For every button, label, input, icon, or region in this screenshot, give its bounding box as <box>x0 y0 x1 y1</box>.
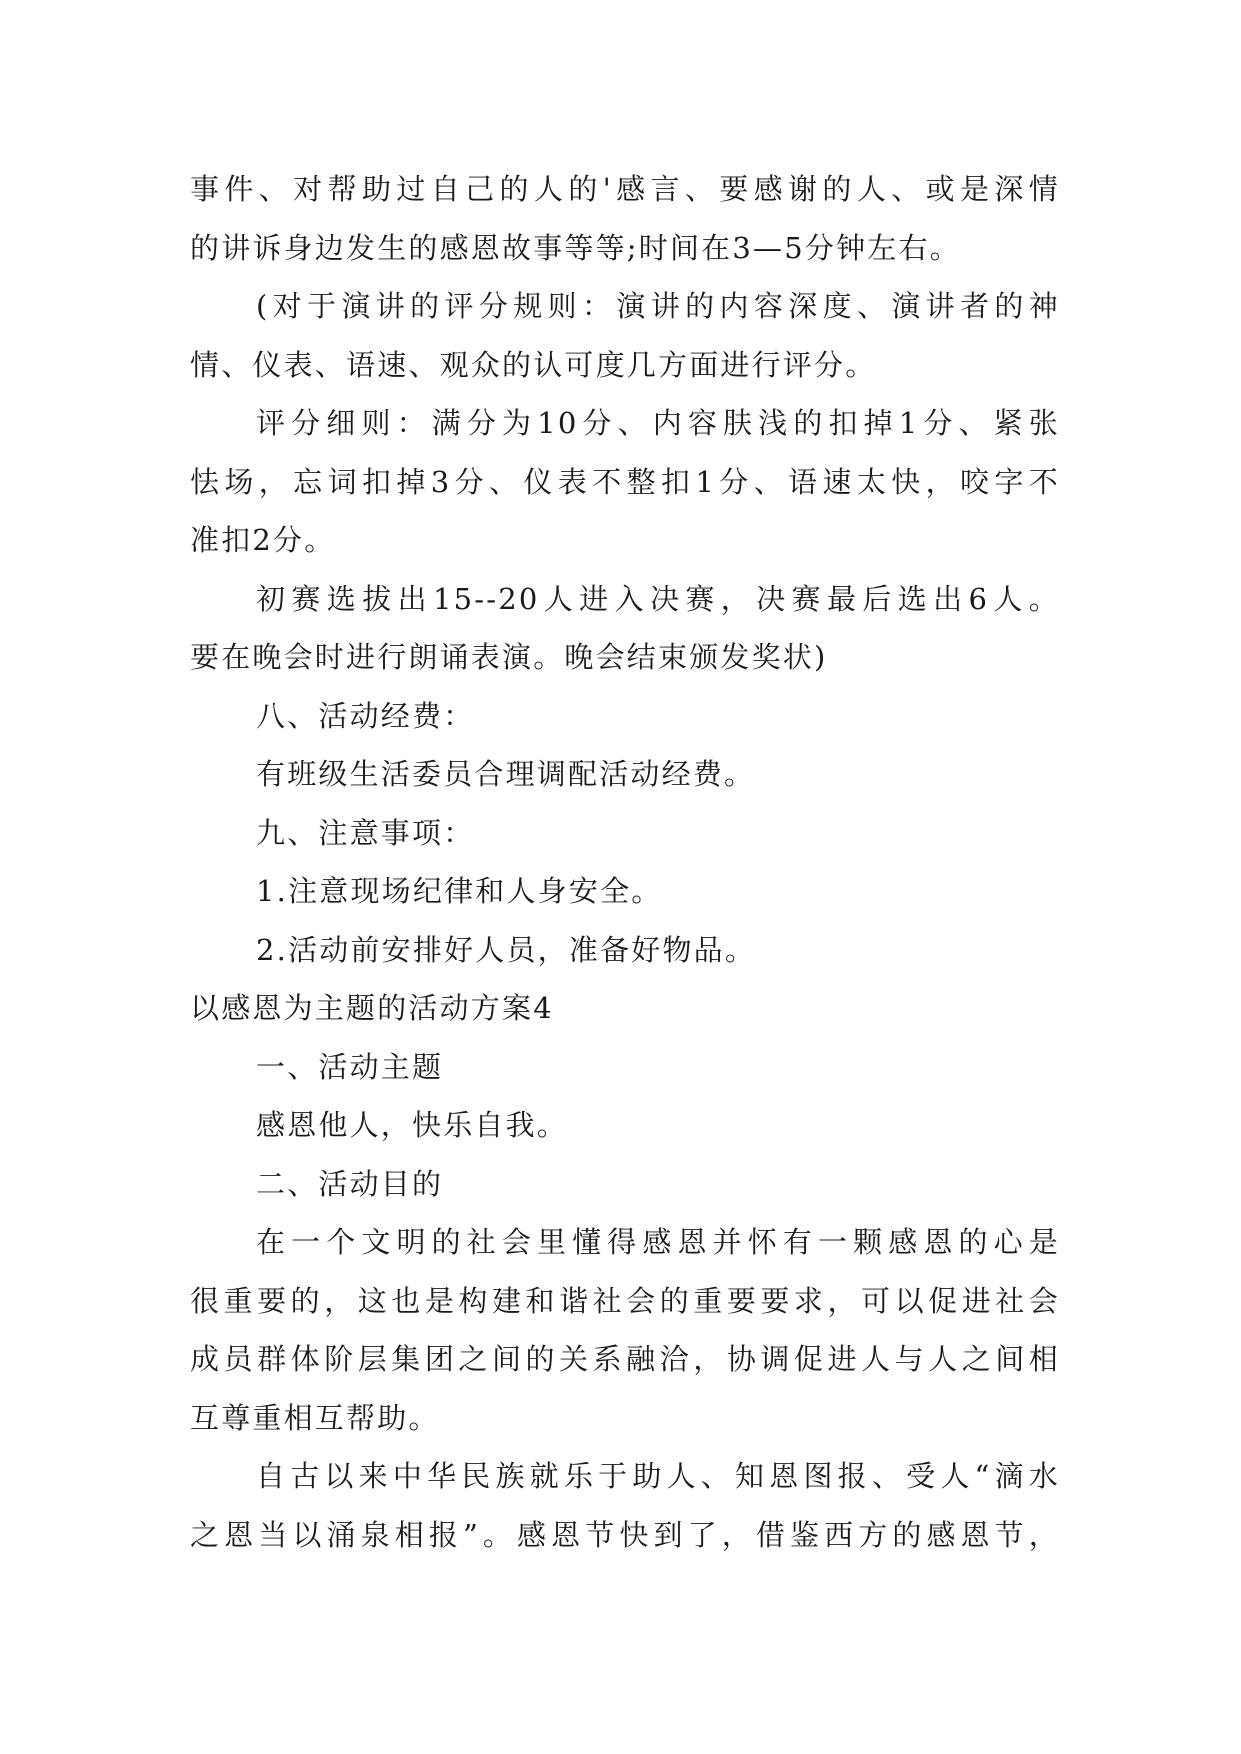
list-item: 1.注意现场纪律和人身安全。 <box>256 874 663 908</box>
paragraph-line: 的讲诉身边发生的感恩故事等等;时间在3—5分钟左右。 <box>190 230 961 265</box>
section-heading: 九、注意事项： <box>256 815 475 850</box>
paragraph-line: (对于演讲的评分规则：演讲的内容深度、演讲者的神 <box>256 289 1060 323</box>
paragraph-line: 评分细则：满分为10分、内容肤浅的扣掉1分、紧张 <box>256 406 1060 440</box>
section-heading: 八、活动经费： <box>256 698 475 733</box>
paragraph-line: 感恩他人，快乐自我。 <box>256 1108 569 1142</box>
paragraph-line: 有班级生活委员合理调配活动经费。 <box>256 757 756 791</box>
section-heading: 二、活动目的 <box>256 1166 444 1201</box>
paragraph-line: 自古以来中华民族就乐于助人、知恩图报、受人“滴水 <box>256 1459 1060 1493</box>
paragraph-line: 情、仪表、语速、观众的认可度几方面进行评分。 <box>190 347 877 382</box>
paragraph-line: 互尊重相互帮助。 <box>190 1400 440 1435</box>
paragraph-line: 成员群体阶层集团之间的关系融洽，协调促进人与人之间相 <box>190 1342 1060 1376</box>
document-body <box>190 160 1060 1564</box>
paragraph-line: 准扣2分。 <box>190 523 336 557</box>
paragraph-line: 很重要的，这也是构建和谐社会的重要要求，可以促进社会 <box>190 1283 1060 1318</box>
paragraph-line: 要在晚会时进行朗诵表演。晚会结束颁发奖状) <box>190 640 828 674</box>
paragraph-line: 之恩当以涌泉相报”。感恩节快到了，借鉴西方的感恩节， <box>190 1517 1060 1552</box>
paragraph-line: 初赛选拔出15--20人进入决赛，决赛最后选出6人。 <box>256 581 1060 616</box>
paragraph-line: 事件、对帮助过自己的人的'感言、要感谢的人、或是深情 <box>190 172 1060 206</box>
paragraph-line: 怯场，忘词扣掉3分、仪表不整扣1分、语速太快，咬字不 <box>190 464 1060 499</box>
document-title: 以感恩为主题的活动方案4 <box>190 991 554 1025</box>
section-heading: 一、活动主题 <box>256 1049 444 1084</box>
paragraph-line: 在一个文明的社会里懂得感恩并怀有一颗感恩的心是 <box>256 1225 1060 1259</box>
list-item: 2.活动前安排好人员，准备好物品。 <box>256 932 757 967</box>
